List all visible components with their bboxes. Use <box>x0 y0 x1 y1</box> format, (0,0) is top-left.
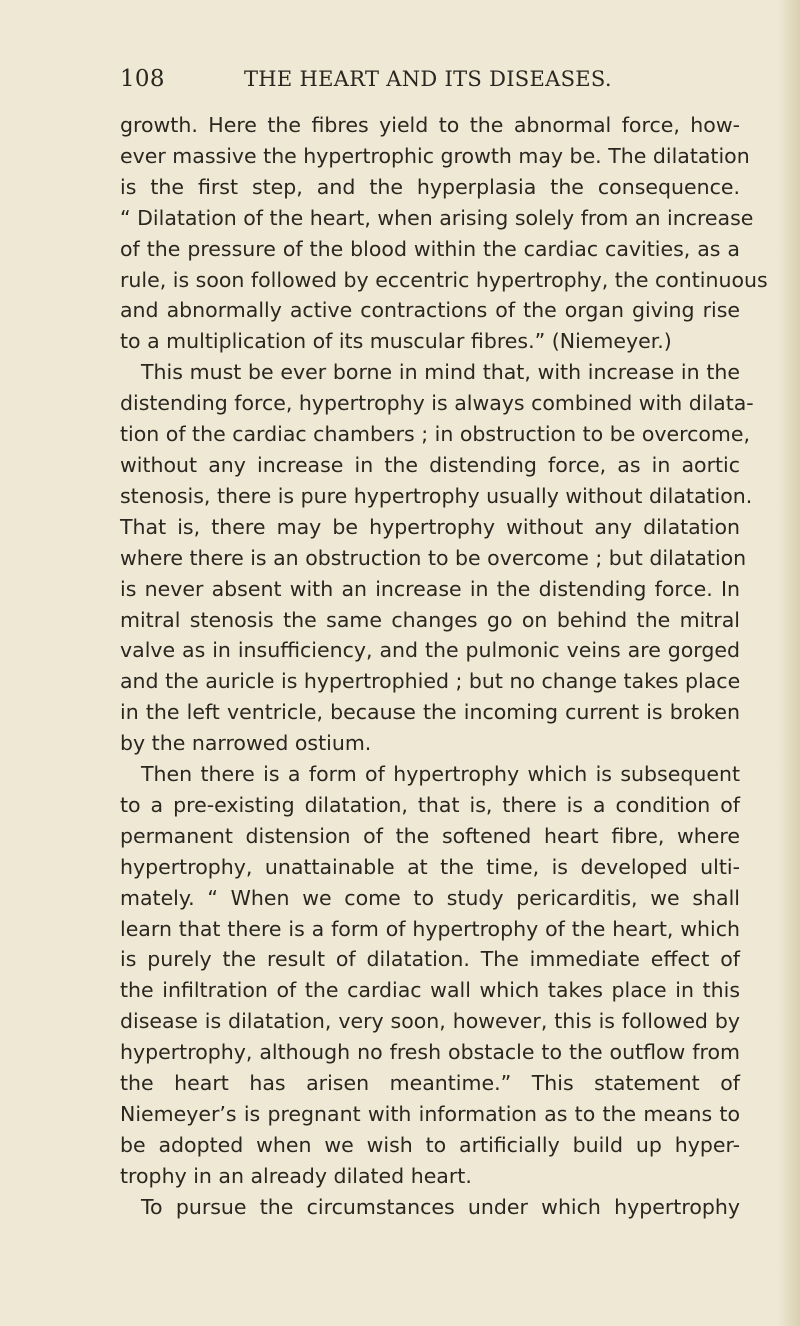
text-line: learn that there is a form of hypertrophy of the heart, which <box>120 916 740 941</box>
text-line: is the first step, and the hyperplasia the consequence. <box>120 174 740 199</box>
text-line: “ Dilatation of the heart, when arising solely from an increase <box>120 205 754 230</box>
text-line: disease is dilatation, very soon, however, this is followed by <box>120 1009 740 1034</box>
text-line: ever massive the hypertrophic growth may be. The dilatation <box>120 143 750 168</box>
text-line: and abnormally active contractions of the organ giving rise <box>120 298 740 323</box>
text-line: be adopted when we wish to artificially build up hyper- <box>120 1132 740 1157</box>
text-line: stenosis, there is pure hypertrophy usually without dilatation. <box>120 483 753 508</box>
page-edge-shadow <box>778 0 800 1326</box>
text-line: To pursue the circumstances under which hypertrophy <box>141 1194 740 1219</box>
text-line: to a pre-existing dilatation, that is, there is a condition of <box>120 792 740 817</box>
text-line: mately. “ When we come to study pericarditis, we shall <box>120 885 740 910</box>
text-line: where there is an obstruction to be overcome ; but dilatation <box>120 545 747 570</box>
text-line: trophy in an already dilated heart. <box>120 1163 472 1188</box>
text-line: is purely the result of dilatation. The immediate effect of <box>120 947 740 972</box>
page-number: 108 <box>120 66 165 92</box>
text-line: in the left ventricle, because the incoming current is broken <box>120 700 740 725</box>
text-line: growth. Here the fibres yield to the abnormal force, how- <box>120 113 740 137</box>
text-line: Then there is a form of hypertrophy which is subsequent <box>141 762 740 787</box>
text-line: distending force, hypertrophy is always combined with dilata- <box>120 391 754 416</box>
text-line: to a multiplication of its muscular fibres.” (Niemeyer.) <box>120 329 672 354</box>
text-line: That is, there may be hypertrophy without any dilatation <box>120 514 740 539</box>
text-line: and the auricle is hypertrophied ; but no change takes place <box>120 669 741 694</box>
text-line: the infiltration of the cardiac wall which takes place in this <box>120 978 740 1003</box>
page-header <box>120 66 740 92</box>
text-line: valve as in insufficiency, and the pulmonic veins are gorged <box>120 638 740 663</box>
text-line: of the pressure of the blood within the cardiac cavities, as a <box>120 236 740 261</box>
body-text <box>120 110 768 1223</box>
text-line: the heart has arisen meantime.” This statement of <box>120 1071 740 1096</box>
text-line: tion of the cardiac chambers ; in obstruction to be overcome, <box>120 422 751 447</box>
text-line: hypertrophy, unattainable at the time, is developed ulti- <box>120 854 740 879</box>
text-line: by the narrowed ostium. <box>120 731 372 756</box>
text-line: rule, is soon followed by eccentric hypertrophy, the continuous <box>120 267 768 292</box>
text-line: permanent distension of the softened heart fibre, where <box>120 823 740 848</box>
text-line: is never absent with an increase in the distending force. In <box>120 576 740 601</box>
text-line: hypertrophy, although no fresh obstacle to the outflow from <box>120 1040 740 1065</box>
text-line: Niemeyer’s is pregnant with information as to the means to <box>120 1102 740 1126</box>
running-head: THE HEART AND ITS DISEASES. <box>244 67 612 91</box>
text-line: without any increase in the distending force, as in aortic <box>120 452 740 477</box>
text-line: mitral stenosis the same changes go on behind the mitral <box>120 607 740 632</box>
text-line: This must be ever borne in mind that, with increase in the <box>141 360 740 385</box>
